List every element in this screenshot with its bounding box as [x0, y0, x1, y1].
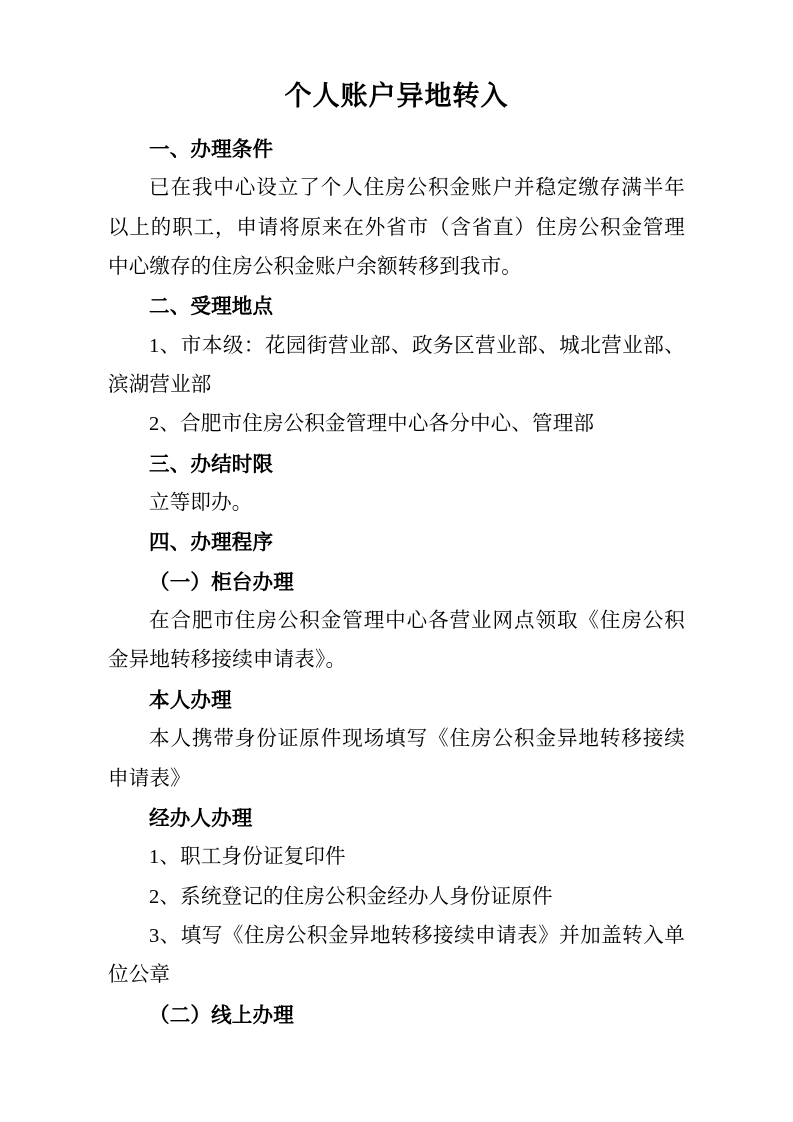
page-title: 个人账户异地转入: [284, 81, 509, 111]
paragraph: 本人携带身份证原件现场填写《住房公积金异地转移接续申请表》: [108, 728, 685, 790]
paragraph: 在合肥市住房公积金管理中心各营业网点领取《住房公积金异地转移接续申请表》。: [108, 610, 685, 672]
section-heading: 一、办理条件: [149, 137, 274, 161]
paragraph: 1、市本级：花园街营业部、政务区营业部、城北营业部、滨湖营业部: [108, 334, 685, 396]
document-body: [108, 130, 685, 1035]
section-heading: （二）线上办理: [149, 1003, 294, 1027]
section-heading: （一）柜台办理: [149, 570, 294, 594]
paragraph: 3、填写《住房公积金异地转移接续申请表》并加盖转入单位公章: [108, 924, 685, 987]
paragraph: 1、职工身份证复印件: [149, 846, 346, 869]
section-heading: 四、办理程序: [149, 531, 274, 555]
subsection-heading: 经办人办理: [149, 806, 253, 830]
paragraph: 立等即办。: [149, 492, 253, 515]
section-heading: 三、办结时限: [149, 452, 274, 476]
section-heading: 二、受理地点: [149, 295, 274, 319]
paragraph: 2、合肥市住房公积金管理中心各分中心、管理部: [149, 413, 595, 436]
paragraph: 已在我中心设立了个人住房公积金账户并稳定缴存满半年以上的职工，申请将原来在外省市（含省直）住房公积金管理中心缴存的住房公积金账户余额转移到我市。: [108, 177, 685, 278]
paragraph: 2、系统登记的住房公积金经办人身份证原件: [149, 885, 553, 908]
subsection-heading: 本人办理: [149, 688, 232, 712]
